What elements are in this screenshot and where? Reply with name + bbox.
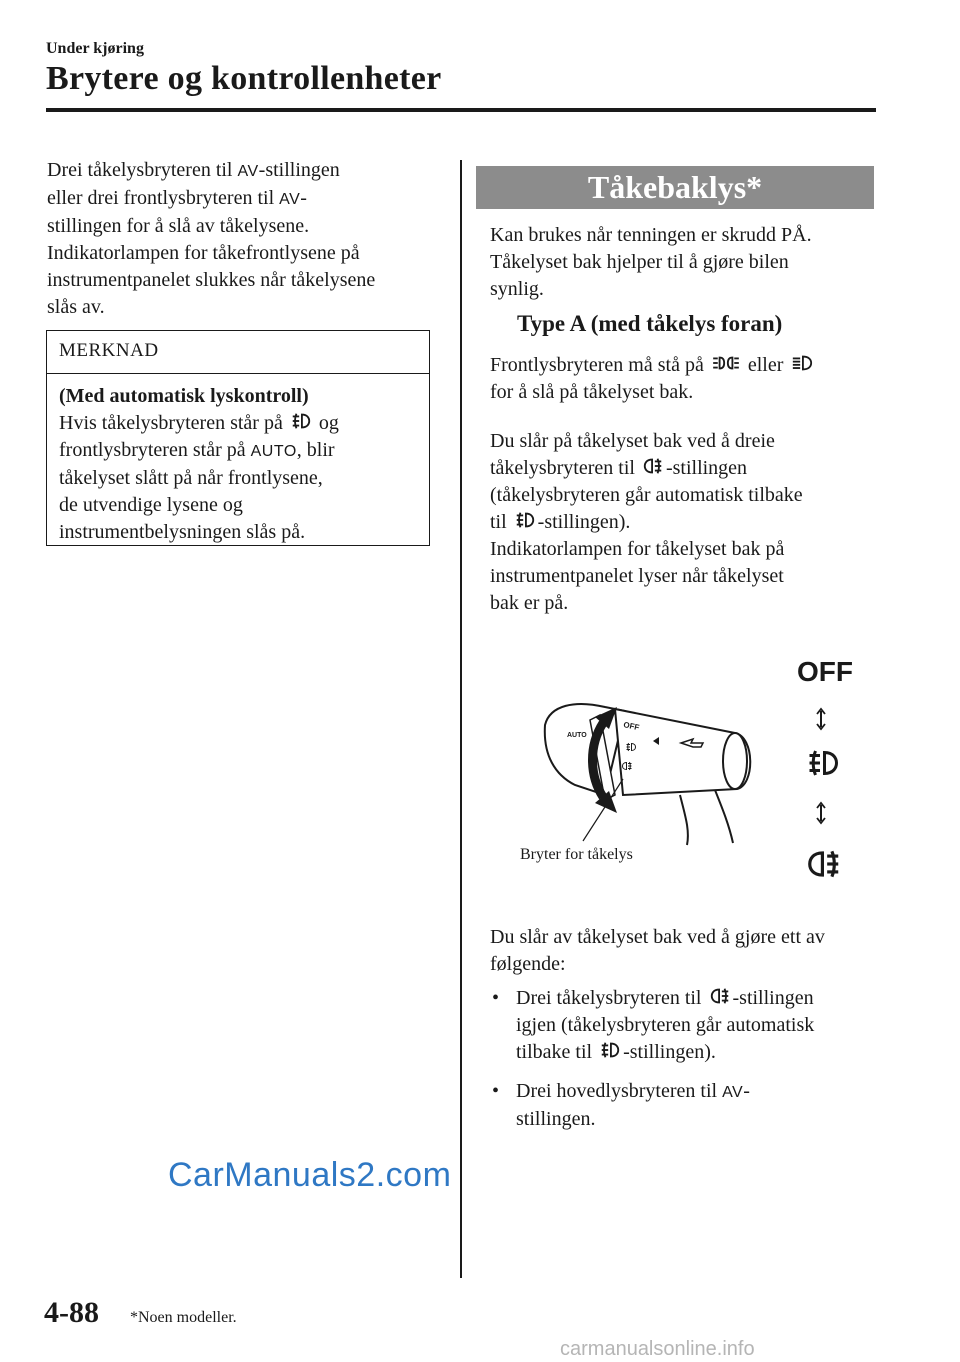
watermark-link[interactable]: carmanualsonline.info <box>560 1338 755 1360</box>
note-box <box>46 330 430 546</box>
page-number: 4-88 <box>44 1296 99 1329</box>
svg-text:OFF: OFF <box>622 720 641 733</box>
off-symbol: AV <box>237 163 259 180</box>
footnote: *Noen modeller. <box>130 1309 237 1326</box>
front-fog-icon <box>599 1039 621 1061</box>
list-item: • Drei hovedlysbryteren til AV- stillingen. <box>492 1080 750 1130</box>
note-heading: MERKNAD <box>59 340 159 361</box>
left-intro-text: Drei tåkelysbryteren til AV-stillingen eller drei frontlysbryteren til AV- stillingen for å slå av tåkelysene. Indikatorlampen for tåkefrontlysene på instrumentpanelet slukkes når tåkelysene slås av. <box>47 159 376 318</box>
front-fog-icon <box>514 509 536 531</box>
parking-light-icon <box>711 352 741 374</box>
section-label: Under kjøring <box>46 40 144 57</box>
position-arrow <box>817 709 825 729</box>
off-symbol: AV <box>279 191 301 208</box>
svg-text:AUTO: AUTO <box>567 732 587 739</box>
right-paragraph-1: Frontlysbryteren må stå på eller for å slå på tåkelyset bak. <box>490 352 880 406</box>
rear-fog-icon <box>642 455 664 477</box>
right-intro-text: Kan brukes når tenningen er skrudd PÅ. Tåkelyset bak hjelper til å gjøre bilen synlig. <box>490 224 812 300</box>
right-paragraph-2: Du slår på tåkelyset bak ved å dreie tåkelysbryteren til -stillingen (tåkelysbryteren går automatisk tilbake til -stillingen). Indikatorlampen for tåkelyset bak på instrumentpanelet lyser når tåkelyset bak er på. <box>490 430 803 614</box>
watermark-link[interactable]: CarManuals2.com <box>168 1156 452 1194</box>
figure-callout-label: Bryter for tåkelys <box>520 846 633 863</box>
off-position-label: OFF <box>797 656 853 687</box>
section-banner: Tåkebaklys* <box>476 166 874 209</box>
light-switch-stalk <box>545 704 750 845</box>
header-rule <box>46 108 876 112</box>
bullet-list <box>490 985 880 1145</box>
note-subheading: (Med automatisk lyskontroll) <box>59 385 309 407</box>
front-fog-icon <box>810 751 837 775</box>
headlight-icon <box>790 352 814 374</box>
rear-fog-icon <box>810 851 839 876</box>
position-arrow <box>817 803 825 823</box>
auto-symbol: AUTO <box>250 443 297 460</box>
note-header <box>47 331 429 374</box>
front-fog-icon <box>290 410 312 432</box>
off-symbol: AV <box>722 1084 744 1101</box>
column-divider <box>460 160 462 1278</box>
rear-fog-icon <box>709 985 731 1007</box>
page-title: Brytere og kontrollenheter <box>46 60 442 97</box>
right-paragraph-3: Du slår av tåkelyset bak ved å gjøre ett av følgende: <box>490 926 825 975</box>
type-heading: Type A (med tåkelys foran) <box>517 311 783 336</box>
list-item: • Drei tåkelysbryteren til -stillingen igjen (tåkelysbryteren går automatisk tilbake til -stillingen). <box>492 987 815 1063</box>
note-body: (Med automatisk lyskontroll) Hvis tåkelysbryteren står på og frontlysbryteren står på AUTO, blir tåkelyset slått på når frontlysene, de utvendige lysene og instrumentbelysningen slås på. <box>59 383 421 546</box>
